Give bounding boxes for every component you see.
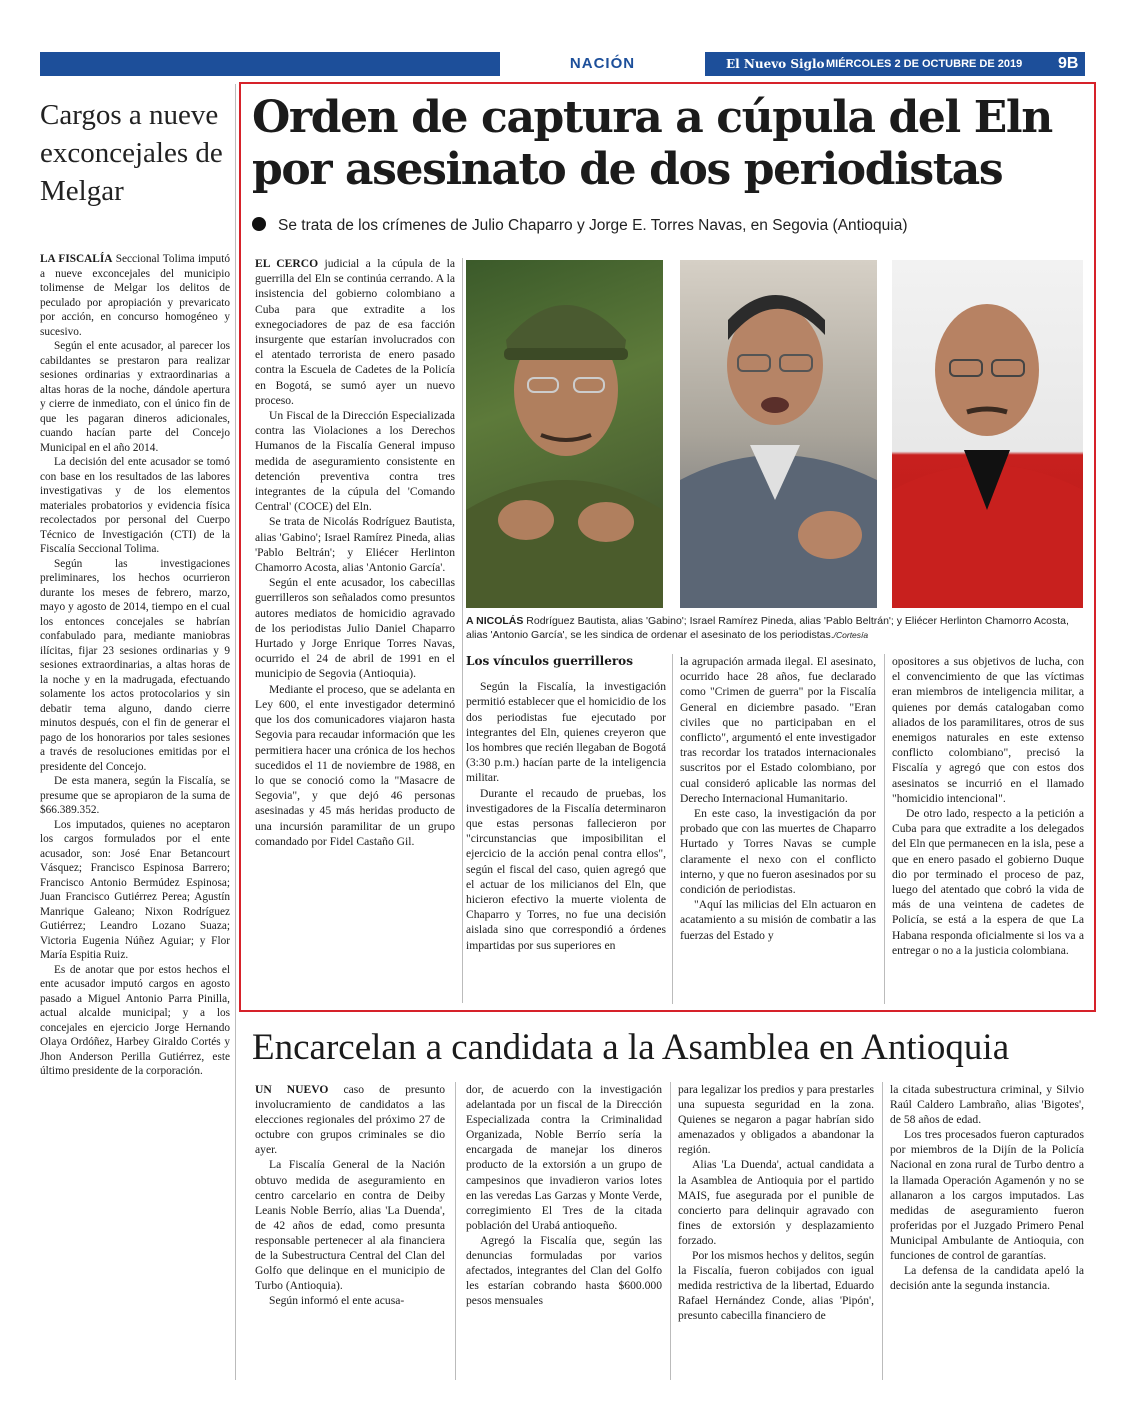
second-column-2 [466,1082,662,1382]
paragraph: "Aquí las milicias del Eln actuaron en acatamiento a su misión de combatir a las fuerzas del Estado y [680,898,876,942]
portrait-illustration [680,260,877,608]
paragraph: EL CERCO judicial a la cúpula de la guerrilla del Eln se continúa cerrando. A la insistencia del gobierno colombiano a Cuba para que extradite a los exnegociadores de paz de esa facción insurgente que estarían involucrados con el atentado terrorista de enero pasado contra la Escuela de Cadetes de la Policía en Bogotá, se sumó ayer un nuevo proceso. [255,257,455,407]
main-column-2 [466,654,666,1006]
paragraph: La defensa de la candidata apeló la decisión ante la segunda instancia. [890,1264,1084,1293]
paragraph: Según la Fiscalía, la investigación permitió establecer que el homicidio de los dos periodistas fue ejecutado por integrantes del Eln, quienes creyeron que los hombres que recién llegaban de Bogotá (3:30 p.m.) hacían parte de la inteligencia militar. [466,680,666,785]
issue-date: MIÉRCOLES 2 DE OCTUBRE DE 2019 [826,58,1023,70]
paragraph: La Fiscalía General de la Nación obtuvo medida de aseguramiento en centro carcelario en contra de Deiby Leanis Noble Berrío, alias 'La Duenda', de 42 años de edad, como presunta responsable pertenecer al ala financiera de la Subestructura Central del Clan del Golfo que delinque en el municipio de Turbo (Antioquia). [255,1158,445,1293]
paragraph: Es de anotar que por estos hechos el ente acusador imputó cargos en agosto pasado a Miguel Antonio Parra Pinilla, actual alcalde municipal; y a los concejales en ejercicio Jorge Hernando Olaya Ordóñez, Harbey Giraldo Cortés y Jhon Anderson Perilla Gutiérrez, este último presidente de la corporación. [40,963,230,1077]
paragraph: para legalizar los predios y para prestarles una supuesta seguridad en la zona. Quienes se negaron a pagar habrían sido amenazados y obligados a abandonar la región. [678,1083,874,1157]
portrait-illustration [466,260,663,608]
paragraph: Según informó el ente acusa- [269,1294,405,1308]
column-divider [884,654,885,1004]
paragraph: La decisión del ente acusador se tomó con base en los resultados de las labores investigativas y de los elementos materiales probatorios y evidencia física recolectados por personal del Cuerpo Técnico de Investigación (CTI) de la Fiscalía Seccional Tolima. [40,456,230,555]
publication-name: El Nuevo Siglo [726,57,825,71]
column-divider [672,654,673,1004]
paragraph: De otro lado, respecto a la petición a Cuba para que extradite a los delegados del Eln que permanecen en la isla, pese a que en enero pasado el gobierno Duque dio por terminado el proceso de paz, luego del atentado que cobró la vida de más de una veintena de cadetes de Policía, se está a la espera de que La Habana responda oficialmente si los va a entregar o no a la justicia colombiana. [892,807,1084,957]
paragraph: LA FISCALÍA Seccional Tolima imputó a nueve exconcejales del municipio tolimense de Melgar los delitos de peculado por apropiación y prevaricato por acción, en concurso homogéneo y sucesivo. [40,253,230,338]
column-divider [670,1082,671,1380]
lead-in: UN NUEVO [255,1083,329,1096]
section-header-bar [40,52,1085,76]
main-headline: Orden de captura a cúpula del Eln por asesinato de dos periodistas [252,92,1052,195]
column-divider [235,84,236,1380]
column-divider [882,1082,883,1380]
paragraph: Según el ente acusador, los cabecillas guerrilleros son señalados como presuntos autores mediatos de homicidio agravado de los periodistas Julio Daniel Chaparro Hurtado y Jorge Enrique Torres Navas, ocurrido el 24 de abril de 1991 en el municipio de Segovia (Antioquia). [255,576,455,681]
lead-in: EL CERCO [255,257,319,270]
main-column-4 [892,654,1084,1006]
main-column-3 [680,654,876,1006]
photo-credit: /Cortesía [833,630,869,640]
paragraph: la citada subestructura criminal, y Silvio Raúl Caldero Lambraño, alias 'Bigotes', de 58 años de edad. [890,1083,1084,1127]
paragraph: Según el ente acusador, al parecer los cabildantes se prestaron para realizar sesiones ordinarias y extraordinarias a altas horas de la noche, dándole apertura y cierre de inmediato, con el único fin de que les pagaran dineros adicionales, cuando hacían parte del Concejo Municipal en el año 2014. [40,340,230,454]
main-subheadline: Se trata de los crímenes de Julio Chaparro y Jorge E. Torres Navas, en Segovia (Antioquia) [252,216,1092,236]
paragraph: la agrupación armada ilegal. El asesinato, ocurrido hace 28 años, fue declarado como "Crimen de guerra" por la Fiscalía General en diciembre pasado. "Eran civiles que no participaban en el conflicto", argumentó el ente investigador tras recordar los tratados internacionales suscritos por el Estado colombiano, por cual consideró aplicable las normas del Derecho Internacional Humanitario. [680,655,876,805]
bullet-icon [252,217,266,231]
paragraph: Agregó la Fiscalía que, según las denuncias formuladas por varios afectados, integrantes del Clan del Golfo les estarían cobrando hasta $600.000 pesos mensuales [466,1233,662,1308]
column-divider [462,258,463,1003]
paragraph: Mediante el proceso, que se adelanta en Ley 600, el ente investigador determinó que los dos comunicadores viajaron hasta Segovia para recaudar información que les permitiera hacer una crónica de los hechos sucedidos el 11 de noviembre de 1988, en lo que se conoció como la "Masacre de Segovia", y que dejó 46 personas asesinadas y 45 más heridas producto de una incursión paramilitar de un grupo comandado por Fidel Castaño Gil. [255,682,455,848]
page-number: 9B [1058,55,1079,72]
photo-gabino [466,260,663,608]
paragraph: opositores a sus objetivos de lucha, con el convencimiento de que las víctimas eran miembros de inteligencia militar, a quienes por demás catalogaban como aliados de los paramilitares, otros de sus enemigos naturales en este extenso conflicto colombiano", precisó la Fiscalía y agregó que con estos dos asesinatos se incurrió en el llamado "homicidio intencional". [892,655,1084,805]
paragraph: Durante el recaudo de pruebas, los investigadores de la Fiscalía determinaron que estas personas fallecieron por "circunstancias que imposibilitan el ejercicio de la acción penal contra ellos", según el fiscal del caso, quien agregó que el actuar de los milicianos del Eln, que hicieron efectivo la muerte violenta de Chaparro y Torres, no fue una decisión aislada sino que correspondió a órdenes impartidas por sus superiores en [466,786,666,952]
section-subhead: Los vínculos guerrilleros [466,654,633,668]
photo-caption: A NICOLÁS Rodríguez Bautista, alias 'Gabino'; Israel Ramírez Pineda, alias 'Pablo Beltrán'; y Eliécer Herlinton Chamorro Acosta, alias 'Antonio García', se les sindica de ordenar el asesinato de los periodistas./Cortesía [466,615,1069,641]
paragraph: En este caso, la investigación da por probado que con las muertes de Chaparro Hurtado y Torres Navas se cumple claramente el nexo con el conflicto interno, y que no fueron asesinados por su condición de periodistas. [680,807,876,897]
main-column-1 [255,256,455,1008]
lead-in: LA FISCALÍA [40,253,113,265]
second-column-3 [678,1082,874,1382]
paragraph: Según las investigaciones preliminares, los hechos ocurrieron durante los meses de febrero, marzo, mayo y agosto de 2014, tiempo en el cual los entonces concejales se habrían confabulado para, mediante maniobras ilícitas, fijar 23 sesiones ordinarias y 9 sesiones extraordinarias, a altas horas de la noche y en la madrugada, efectuando solamente los actos protocolarios y sin debatir tema alguno, dando cierre minutos después, con el fin de generar el pago de los honorarios por tales sesiones a través de resoluciones emitidas por el presidente del Concejo. [40,557,230,773]
portrait-illustration [892,260,1083,608]
column-divider [455,1082,456,1380]
paragraph: Por los mismos hechos y delitos, según la Fiscalía, fueron cobijados con igual medida restrictiva de la libertad, Eduardo Rafael Hernández Conde, alias 'Pipón', presunto cabecilla financiero de [678,1249,874,1323]
paragraph: Se trata de Nicolás Rodríguez Bautista, alias 'Gabino'; Israel Ramírez Pineda, alias 'Pablo Beltrán'; y Eliécer Herlinton Chamorro Acosta, alias 'Antonio García'. [255,515,455,575]
side-article-body [40,252,230,1380]
second-column-4 [890,1082,1084,1382]
paragraph: Los tres procesados fueron capturados por miembros de la Dijín de la Policía Nacional en zona rural de Turbo dentro a la llamada Operación Agamenón y no se allanaron a los cargos imputados. Las medidas de aseguramiento fueron proferidas por el Juzgado Primero Penal Municipal Ambulante de Antioquia, con funciones de control de garantías. [890,1128,1084,1263]
paragraph: dor, de acuerdo con la investigación adelantada por un fiscal de la Dirección Especializada contra la Criminalidad Organizada, Noble Berrío sería la encargada de manejar los dineros producto de la extorsión a un grupo de campesinos que invadieron varios lotes en las veredas Las Garzas y Monte Verde, corregimiento El Tres de la citada población del Urabá antioqueño. [466,1083,662,1232]
paragraph: Un Fiscal de la Dirección Especializada contra las Violaciones a los Derechos Humanos de la Fiscalía General impuso medida de aseguramiento consistente en detención preventiva contra tres integrantes de la cúpula del 'Comando Central' (COCE) del Eln. [255,409,455,514]
paragraph: Los imputados, quienes no aceptaron los cargos formulados por el ente acusador, son: José Enar Betancourt Vásquez; Francisco Espinosa Barrero; Francisco Antonio Bermúdez Espinosa; Juan Francisco Gutiérrez Perea; Agustín Manrique Galeano; Nixon Rodríguez Gutiérrez; Leandro Lozano Suaza; Victoria Eugenia Núñez Aguiar; y Flor María Espitia Ruiz. [40,818,230,961]
section-name: NACIÓN [500,52,705,76]
photo-antonio-garcia [892,260,1083,608]
paragraph: De esta manera, según la Fiscalía, se presume que se apropiaron de la suma de $66.389.352. [40,775,230,816]
second-headline: Encarcelan a candidata a la Asamblea en Antioquia [252,1027,1010,1068]
side-article-title: Cargos a nueve exconcejales de Melgar [40,99,223,207]
photo-pablo-beltran [680,260,877,608]
paragraph: UN NUEVO caso de presunto involucramiento de candidatos a las elecciones regionales del próximo 27 de octubre con grupos criminales se dio ayer. [255,1083,445,1157]
paragraph: Alias 'La Duenda', actual candidata a la Asamblea de Antioquia por el partido MAIS, fue asegurada por el punible de concierto para delinquir agravado con fines de extorsión y desplazamiento forzado. [678,1158,874,1247]
second-column-1 [255,1082,445,1382]
